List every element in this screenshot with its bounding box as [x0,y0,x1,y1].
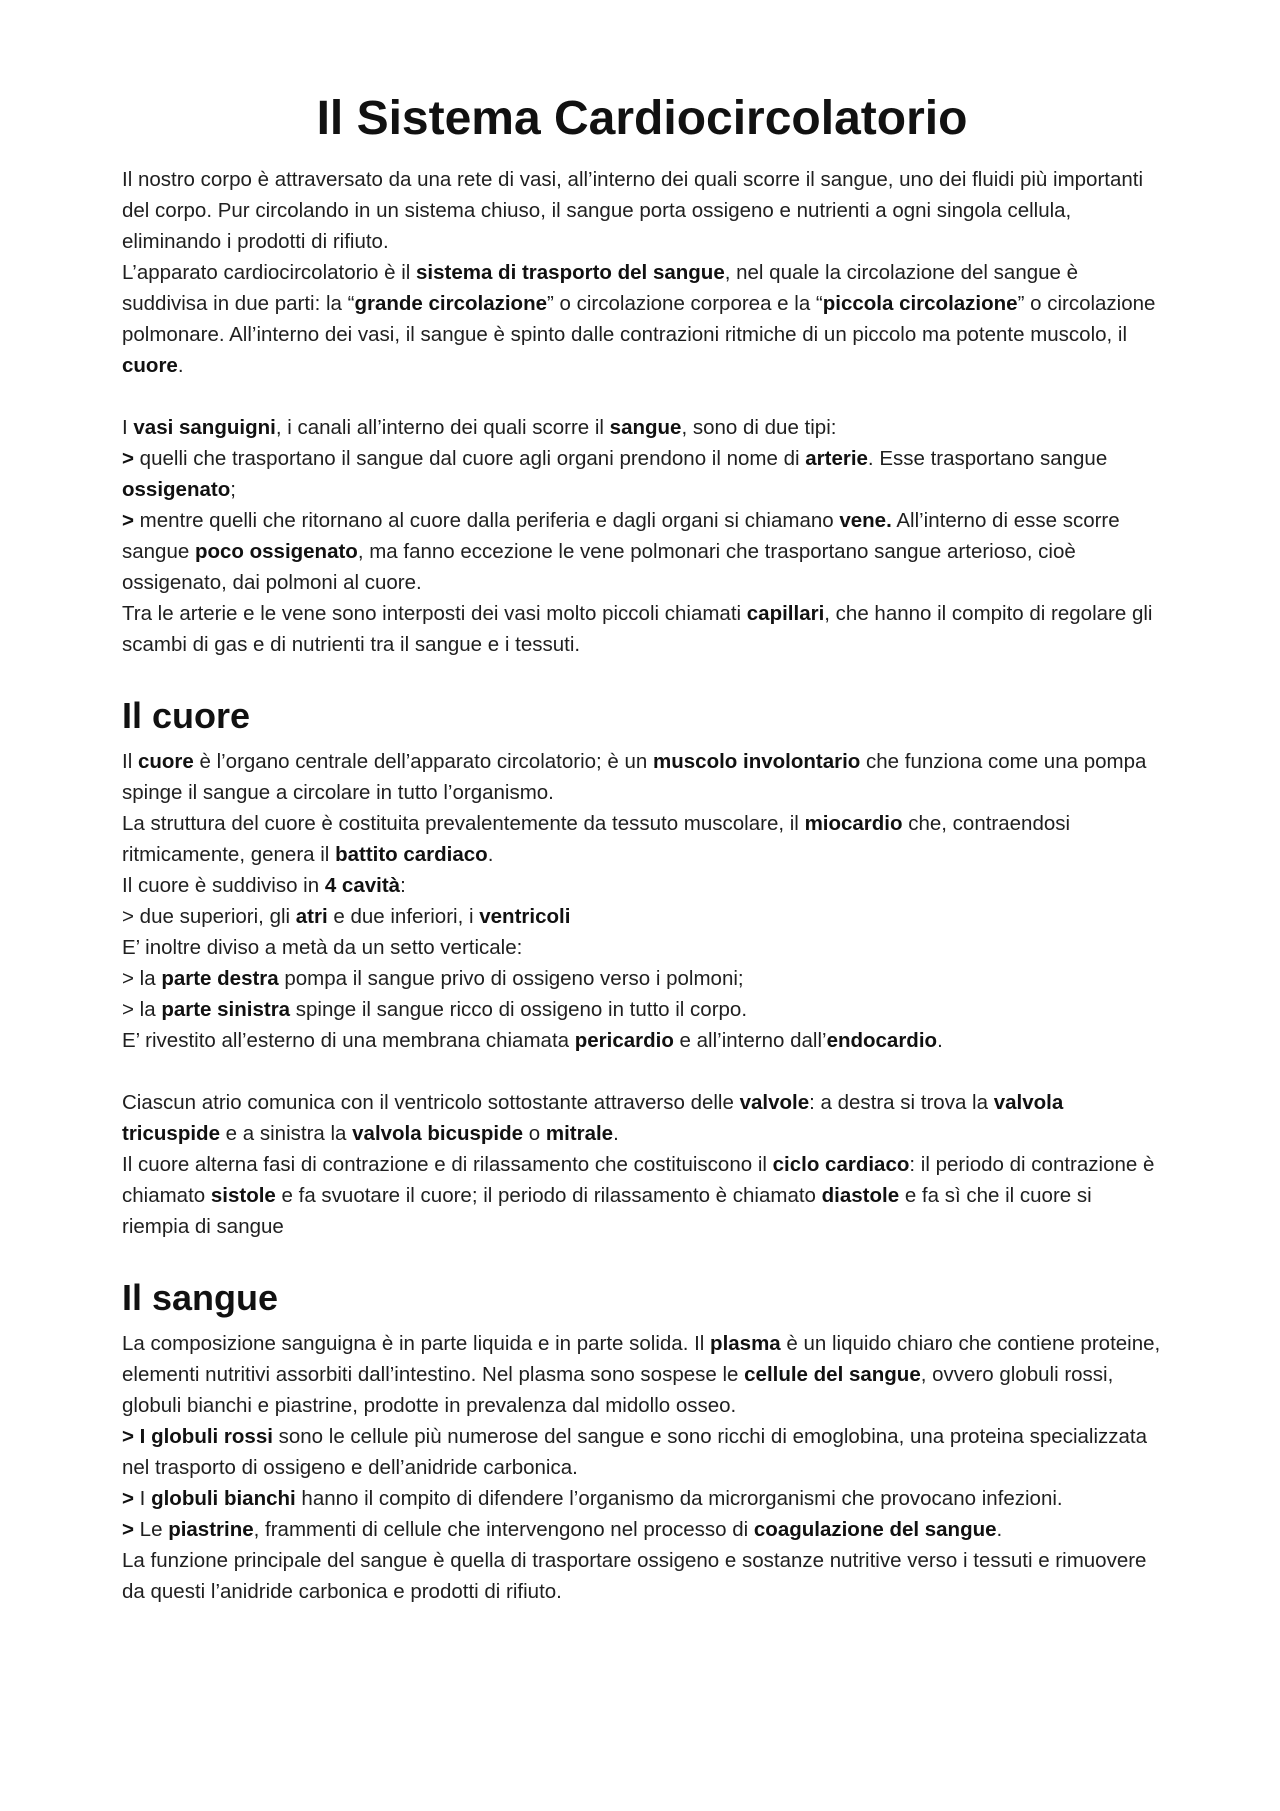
text-run: o [523,1122,546,1145]
text-run: ; [230,478,236,501]
text-run: . [487,843,494,866]
bold-term: parte sinistra [161,998,291,1021]
bold-term: plasma [710,1332,781,1355]
text-run: La composizione sanguigna è in parte liquida e in parte solida. Il [122,1332,711,1355]
text-run: spinge il sangue ricco di ossigeno in tutto il corpo. [290,998,748,1021]
bold-term: atri [295,905,328,928]
bold-term: sangue [609,416,682,439]
text-run: Il cuore è suddiviso in [122,874,325,897]
text-run: e a sinistra la [219,1122,353,1145]
bold-term: poco ossigenato [194,540,358,563]
text-run: , i canali all’interno dei quali scorre il [275,416,610,439]
bold-term: coagulazione del sangue [753,1518,997,1541]
text-run: > la [122,967,162,990]
bold-term: arterie [805,447,868,470]
section-heading-sangue: Il sangue [122,1277,279,1318]
text-run: ” o circolazione polmonare. All’interno dei vasi, il sangue è spinto dalle contrazioni ritmiche di un piccolo ma potente muscolo, il [122,292,1156,346]
bold-term: > [122,1487,134,1510]
text-run: mentre quelli che ritornano al cuore dalla periferia e dagli organi si chiamano [133,509,840,532]
text-run: I [122,416,134,439]
bold-term: mitrale [545,1122,614,1145]
paragraph [122,870,1162,901]
text-run: che, contraendosi ritmicamente, genera il [122,812,1071,866]
bold-term: valvola bicuspide [352,1122,524,1145]
paragraph [122,746,1162,808]
text-run: > la [122,998,162,1021]
text-run: , nel quale la circolazione del sangue è suddivisa in due parti: la “ [122,261,1079,315]
bold-term: > [122,509,134,532]
bold-term: ventricoli [479,905,571,928]
bold-term: piccola circolazione [822,292,1018,315]
text-run: E’ rivestito all’esterno di una membrana chiamata [122,1029,575,1052]
list-item [122,1514,1162,1545]
paragraph [122,1149,1162,1242]
text-run: Il nostro corpo è attraversato da una rete di vasi, all’interno dei quali scorre il sangue, uno dei fluidi più importanti del corpo. Pur circolando in un sistema chiuso, il sangue porta ossigeno e nutrienti a ogni singola cellula, eliminando i prodotti di rifiuto. [122,168,1144,253]
text-run: Il cuore alterna fasi di contrazione e di rilassamento che costituiscono il [122,1153,773,1176]
text-run: . [937,1029,943,1052]
list-item [122,1483,1162,1514]
paragraph [122,412,1162,443]
text-run: I [133,1487,152,1510]
text-run: . Esse trasportano sangue [867,447,1108,470]
text-run: : il periodo di contrazione è chiamato [122,1153,1155,1207]
bold-term: miocardio [804,812,903,835]
bold-term: diastole [821,1184,900,1207]
bold-term: parte destra [161,967,279,990]
text-run: , ma fanno eccezione le vene polmonari che trasportano sangue arterioso, cioè ossigenato, dai polmoni al cuore. [122,540,1076,594]
text-run: Tra le arterie e le vene sono interposti dei vasi molto piccoli chiamati [122,602,747,625]
text-run: e fa sì che il cuore si riempia di sangue [122,1184,1092,1238]
bold-term: muscolo involontario [653,750,861,773]
bold-term: cellule del sangue [744,1363,921,1386]
text-run: La struttura del cuore è costituita prevalentemente da tessuto muscolare, il [122,812,805,835]
paragraph [122,1545,1162,1607]
bold-term: ossigenato [122,478,231,501]
paragraph [122,257,1162,381]
text-run: . [613,1122,619,1145]
section-heading-cuore: Il cuore [122,695,251,736]
text-run: quelli che trasportano il sangue dal cuore agli organi prendono il nome di [133,447,806,470]
bold-term: cuore [137,750,194,773]
paragraph [122,164,1162,257]
paragraph [122,932,1162,963]
bold-term: battito cardiaco [335,843,488,866]
bold-term: globuli rossi [151,1425,273,1448]
bold-term: sistole [210,1184,276,1207]
text-run: . [996,1518,1003,1541]
text-run: , ovvero globuli rossi, globuli bianchi e piastrine, prodotte in prevalenza dal midollo osseo. [122,1363,1114,1417]
spacer [122,1056,1162,1087]
bold-term: ciclo cardiaco [772,1153,910,1176]
bold-term: 4 cavità [324,874,401,897]
paragraph [122,808,1162,870]
text-run: : [400,874,406,897]
text-run: L’apparato cardiocircolatorio è il [122,261,416,284]
paragraph [122,1328,1162,1421]
bold-term: vene. [839,509,892,532]
text-run: e due inferiori, i [327,905,480,928]
bold-term: pericardio [574,1029,674,1052]
bold-term: grande circolazione [354,292,547,315]
text-run: , sono di due tipi: [681,416,837,439]
text-run: , frammenti di cellule che intervengono nel processo di [253,1518,754,1541]
text-run: hanno il compito di difendere l’organismo da microrganismi che provocano infezioni. [295,1487,1063,1510]
list-item [122,1421,1162,1483]
bold-term: endocardio [826,1029,938,1052]
text-run: > due superiori, gli [122,905,296,928]
bold-term: valvola tricuspide [122,1091,1064,1145]
text-run: ” o circolazione corporea e la “ [547,292,823,315]
text-run: sono le cellule più numerose del sangue e sono ricchi di emoglobina, una proteina specializzata nel trasporto di ossigeno e dell’anidride carbonica. [122,1425,1148,1479]
bold-term: capillari [746,602,825,625]
list-item [122,505,1162,598]
text-run: è l’organo centrale dell’apparato circolatorio; è un [193,750,654,773]
text-run: Le [133,1518,169,1541]
bold-term: > [122,1518,134,1541]
text-run: : a destra si trova la [809,1091,994,1114]
bold-term: piastrine [168,1518,254,1541]
text-run: e fa svuotare il cuore; il periodo di rilassamento è chiamato [275,1184,822,1207]
text-run: E’ inoltre diviso a metà da un setto verticale: [122,936,523,959]
list-item [122,994,1162,1025]
paragraph [122,598,1162,660]
text-run: e all’interno dall’ [673,1029,827,1052]
list-item [122,443,1162,505]
bold-term: vasi sanguigni [133,416,276,439]
bold-term: > [122,447,134,470]
bold-term: > I [122,1425,152,1448]
paragraph [122,1025,1162,1056]
bold-term: valvole [739,1091,810,1114]
text-run: . [177,354,184,377]
page-title: Il Sistema Cardiocircolatorio [316,92,968,145]
paragraph [122,1087,1162,1149]
list-item [122,963,1162,994]
bold-term: sistema di trasporto del sangue [416,261,725,284]
text-run: La funzione principale del sangue è quella di trasportare ossigeno e sostanze nutritive verso i tessuti e rimuovere da questi l’anidride carbonica e prodotti di rifiuto. [122,1549,1147,1603]
text-run: Il [122,750,138,773]
bold-term: cuore [122,354,178,377]
bold-term: globuli bianchi [151,1487,296,1510]
text-run: che funziona come una pompa spinge il sangue a circolare in tutto l’organismo. [122,750,1147,804]
text-run: è un liquido chiaro che contiene proteine, elementi nutritivi assorbiti dall’intestino. Nel plasma sono sospese le [122,1332,1161,1386]
list-item [122,901,1162,932]
text-run: , che hanno il compito di regolare gli scambi di gas e di nutrienti tra il sangue e i tessuti. [122,602,1153,656]
text-run: Ciascun atrio comunica con il ventricolo sottostante attraverso delle [122,1091,740,1114]
spacer [122,381,1162,412]
text-run: pompa il sangue privo di ossigeno verso i polmoni; [278,967,744,990]
text-run: All’interno di esse scorre sangue [122,509,1120,563]
